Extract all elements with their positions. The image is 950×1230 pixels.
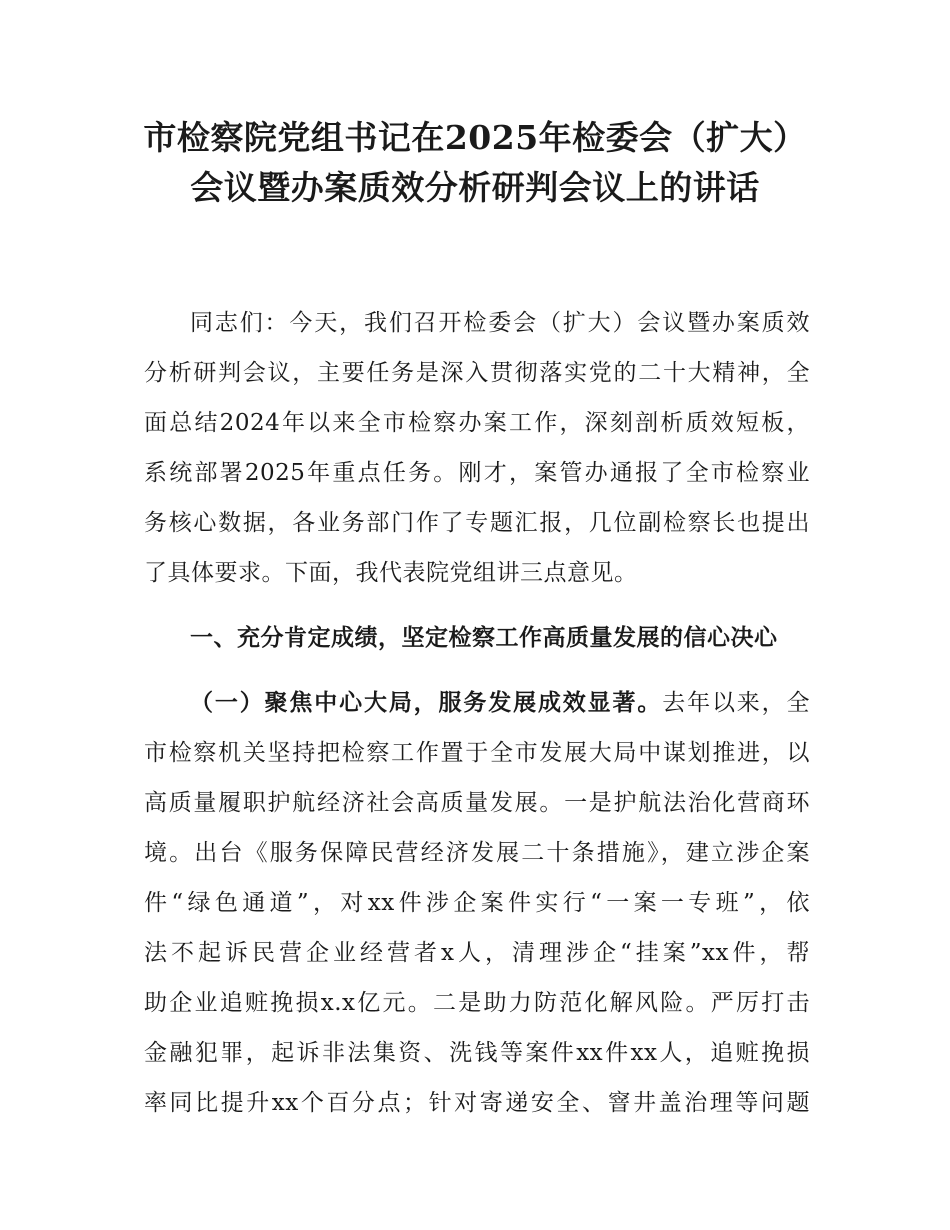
intro-line-2: 分析研判会议，主要任务是深入贯彻落实党的二十大精神，全 <box>144 360 810 386</box>
intro-line-5: 务核心数据，各业务部门作了专题汇报，几位副检察长也提出 <box>144 510 810 536</box>
intro-line-4: 系统部署2025年重点任务。刚才，案管办通报了全市检察业 <box>144 460 810 486</box>
subsection-1-line-6: 法不起诉民营企业经营者x人，清理涉企“挂案”xx件，帮 <box>144 940 810 966</box>
subsection-1-line-7: 助企业追赃挽损x.x亿元。二是助力防范化解风险。严厉打击 <box>144 990 810 1016</box>
intro-line-6: 了具体要求。下面，我代表院党组讲三点意见。 <box>144 560 638 586</box>
intro-line-3: 面总结2024年以来全市检察办案工作，深刻剖析质效短板， <box>144 410 810 436</box>
subsection-1-line-1 <box>190 686 810 720</box>
document-title-line-1: 市检察院党组书记在2025年检委会（扩大） <box>143 118 807 157</box>
subsection-1-line-5: 件“绿色通道”，对xx件涉企案件实行“一案一专班”，依 <box>144 890 810 916</box>
document-title-line-2: 会议暨办案质效分析研判会议上的讲话 <box>190 168 760 207</box>
section-1-heading: 一、充分肯定成绩，坚定检察工作高质量发展的信心决心 <box>190 625 778 651</box>
subsection-1-line-2: 市检察机关坚持把检察工作置于全市发展大局中谋划推进，以 <box>144 740 810 766</box>
intro-line-1: 同志们：今天，我们召开检委会（扩大）会议暨办案质效 <box>190 310 810 336</box>
subsection-1-line-3: 高质量履职护航经济社会高质量发展。一是护航法治化营商环 <box>144 790 810 816</box>
subsection-1-line-4: 境。出台《服务保障民营经济发展二十条措施》，建立涉企案 <box>144 840 810 866</box>
subsection-1-heading: （一）聚焦中心大局，服务发展成效显著。 <box>190 690 663 716</box>
subsection-1-line-1-text: 去年以来，全 <box>662 690 811 716</box>
subsection-1-line-9: 率同比提升xx个百分点；针对寄递安全、窨井盖治理等问题 <box>144 1090 810 1116</box>
subsection-1-line-8: 金融犯罪，起诉非法集资、洗钱等案件xx件xx人，追赃挽损 <box>144 1040 810 1066</box>
